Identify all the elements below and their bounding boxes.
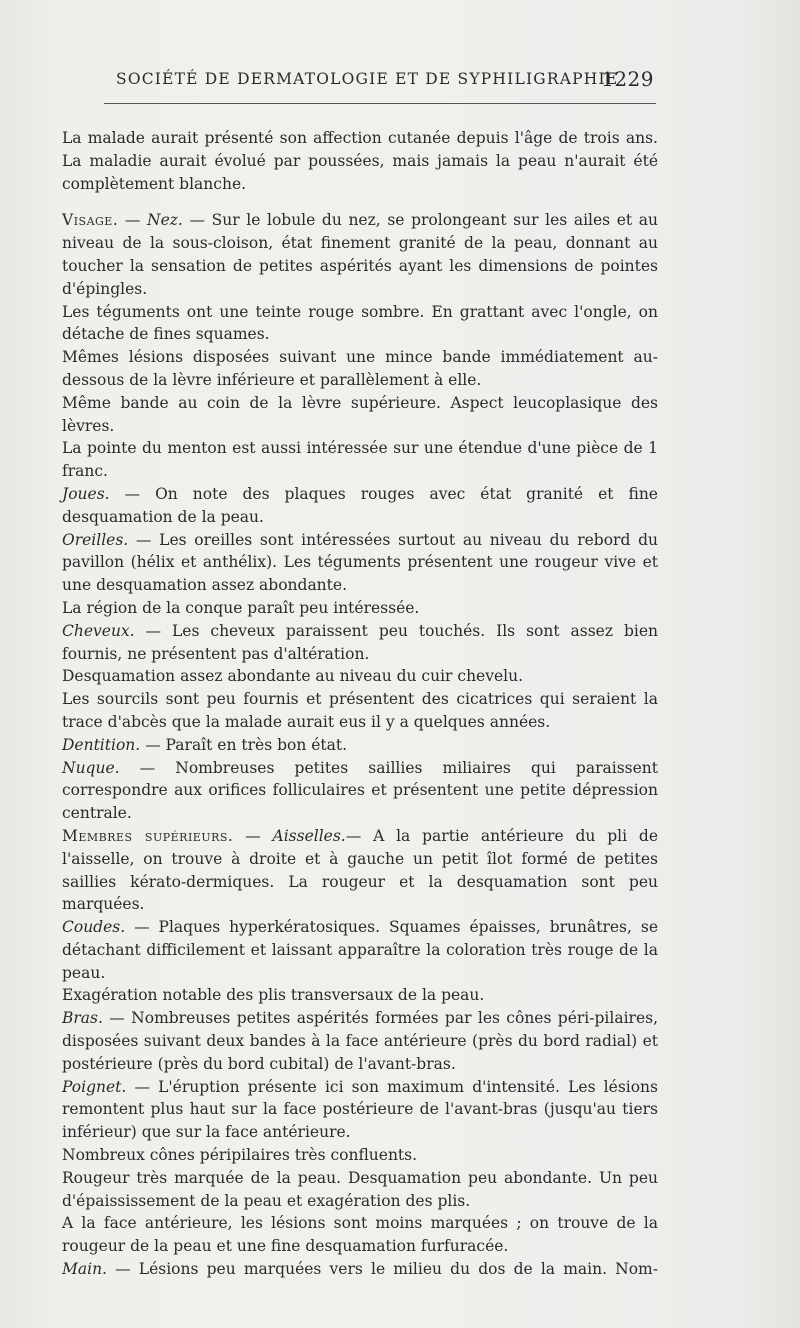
- paragraph-visage-nez: [62, 209, 658, 300]
- paragraph-text: Les sourcils sont peu fournis et présentent des cicatrices qui seraient la trace d'abcès que la malade aurait eus il y a quelques années.: [62, 690, 658, 731]
- paragraph-text: Les téguments ont une teinte rouge sombre. En grattant avec l'ongle, on détache de fines squames.: [62, 302, 658, 344]
- separator: —: [233, 826, 273, 845]
- paragraph-text: — Nombreuses petites aspérités formées par les cônes péri-pilaires, disposées suivant deux bandes à la face antérieure (près du bord radial) et postérieure (près du bord cubital) de l'avant-bras.: [62, 1009, 658, 1073]
- paragraph-teguments: [62, 301, 658, 347]
- paragraph-oreilles: [62, 529, 658, 597]
- paragraph-text: La pointe du menton est aussi intéressée sur une étendue d'une pièce de 1 franc.: [62, 439, 658, 481]
- subsection-lead-oreilles: Oreilles.: [62, 530, 129, 549]
- paragraph-text: — Sur le lobule du nez, se prolongeant sur les ailes et au niveau de la sous-cloison, état finement granité de la peau, donnant au toucher la sensation de petites aspérités ayant les dimensions de pointes d'épingles.: [62, 211, 658, 298]
- paragraph-main: [62, 1258, 658, 1281]
- paragraph-text: — Nombreuses petites saillies miliaires qui paraissent correspondre aux orifices folliculaires et présentent une petite dépression centrale.: [62, 758, 658, 823]
- subsection-lead-coudes: Coudes.: [62, 918, 126, 937]
- separator: —: [118, 211, 148, 230]
- section-lead-membres: Membres supérieurs.: [62, 826, 234, 845]
- paragraph-text: La malade aurait présenté son affection cutanée depuis l'âge de trois ans. La maladie aurait évolué par poussées, mais jamais la peau n'aurait été complètement blanche.: [62, 129, 658, 193]
- paragraph-menton: [62, 437, 658, 483]
- paragraph-sourcils: [62, 688, 658, 734]
- paragraph-text: — Plaques hyperkératosiques. Squames épaisses, brunâtres, se détachant difficilement et laissant apparaître la coloration très rouge de la peau.: [62, 918, 658, 982]
- paragraph-cheveux: [62, 620, 658, 666]
- header-rule: [104, 103, 656, 104]
- paragraph-rougeur: [62, 1167, 658, 1213]
- paragraph-plis: [62, 984, 658, 1007]
- paragraph-text: — On note des plaques rouges avec état granité et fine desquamation de la peau.: [62, 484, 658, 526]
- paragraph-cones: [62, 1144, 658, 1167]
- paragraph-levre-superieure: [62, 392, 658, 438]
- paragraph-text: Nombreux cônes péripilaires très confluents.: [62, 1146, 418, 1165]
- subsection-lead-joues: Joues.: [62, 484, 110, 503]
- paragraph-text: — L'éruption présente ici son maximum d'intensité. Les lésions remontent plus haut sur la face postérieure de l'avant-bras (jusqu'au tiers inférieur) que sur la face antérieure.: [62, 1077, 658, 1142]
- paragraph-text: Mêmes lésions disposées suivant une mince bande immédiatement au-dessous de la lèvre inférieure et parallèlement à elle.: [62, 348, 658, 389]
- subsection-lead-poignet: Poignet.: [62, 1077, 127, 1096]
- paragraph-text: — A la partie antérieure du pli de l'aisselle, on trouve à droite et à gauche un petit îlot formé de petites saillies kérato-dermiques. La rougeur et la desquamation sont peu marquées.: [62, 826, 658, 914]
- paragraph-face-anterieure: [62, 1212, 658, 1258]
- paragraph-dentition: [62, 734, 658, 757]
- paragraph-text: Même bande au coin de la lèvre supérieure. Aspect leucoplasique des lèvres.: [62, 393, 658, 435]
- paragraph-history: [62, 127, 658, 195]
- paragraph-joues: [62, 483, 658, 529]
- running-title: SOCIÉTÉ DE DERMATOLOGIE ET DE SYPHILIGRAPHIE: [116, 70, 619, 88]
- subsection-lead-nuque: Nuque.: [62, 758, 120, 777]
- subsection-lead-dentition: Dentition.: [62, 735, 141, 754]
- subsection-lead-main: Main.: [62, 1260, 107, 1279]
- body-text: [62, 127, 658, 1281]
- paragraph-conque: [62, 597, 658, 620]
- paragraph-text: Desquamation assez abondante au niveau du cuir chevelu.: [62, 667, 524, 686]
- paragraph-text: Rougeur très marquée de la peau. Desquamation peu abondante. Un peu d'épaississement de la peau et exagération des plis.: [62, 1168, 658, 1210]
- paragraph-text: Exagération notable des plis transversaux de la peau.: [62, 986, 485, 1005]
- subsection-lead-nez: Nez.: [147, 211, 183, 230]
- paragraph-levre-inferieure: [62, 346, 658, 392]
- paragraph-text: A la face antérieure, les lésions sont moins marquées ; on trouve de la rougeur de la peau et une fine desquamation furfuracée.: [62, 1214, 658, 1256]
- paragraph-text: — Les cheveux paraissent peu touchés. Ils sont assez bien fournis, ne présentent pas d'altération.: [62, 621, 658, 663]
- subsection-lead-cheveux: Cheveux.: [62, 621, 135, 640]
- paragraph-text: La région de la conque paraît peu intéressée.: [62, 598, 420, 617]
- paragraph-nuque: [62, 757, 658, 825]
- paragraph-text: — Lésions peu marquées vers le milieu du dos de la main. Nom-: [106, 1260, 658, 1279]
- page-number: 1229: [601, 67, 654, 91]
- paragraph-cuir-chevelu: [62, 665, 658, 688]
- paragraph-text: — Les oreilles sont intéressées surtout au niveau du rebord du pavillon (hélix et anthélix). Les téguments présentent une rougeur vive et une desquamation assez abondante.: [62, 530, 658, 595]
- paragraph-poignet: [62, 1076, 658, 1144]
- paragraph-text: — Paraît en très bon état.: [140, 735, 348, 754]
- paragraph-coudes: [62, 916, 658, 984]
- subsection-lead-bras: Bras.: [62, 1009, 103, 1028]
- paragraph-bras: [62, 1007, 658, 1075]
- section-lead-visage: Visage.: [62, 211, 119, 230]
- paragraph-membres-aisselles: [62, 825, 658, 916]
- running-head: [104, 68, 656, 94]
- subsection-lead-aisselles: Aisselles.: [272, 826, 346, 845]
